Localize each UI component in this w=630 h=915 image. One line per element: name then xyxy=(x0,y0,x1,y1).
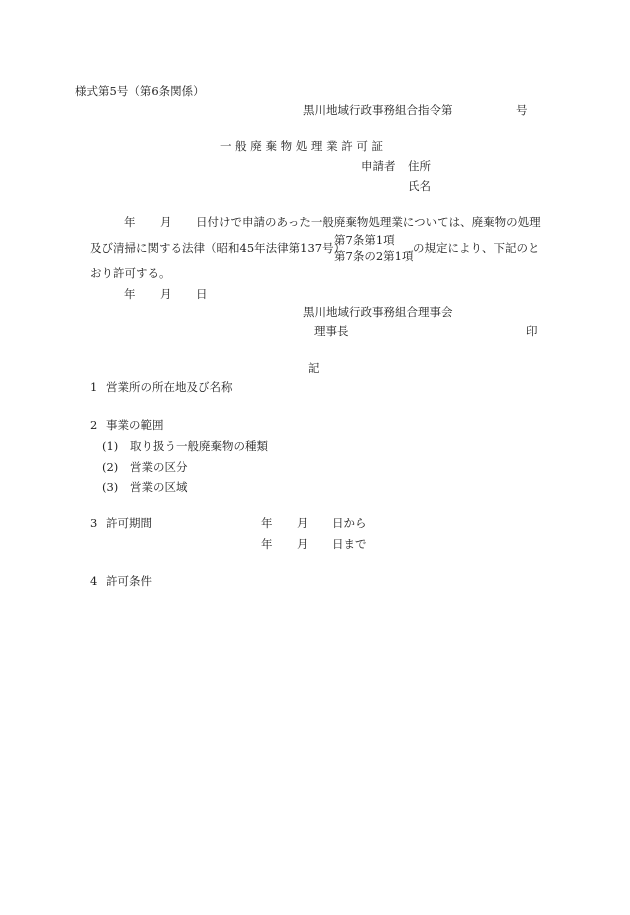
period-to-day: 日まで xyxy=(332,537,367,551)
applicant-name-label: 氏名 xyxy=(408,179,431,193)
seal-mark: 印 xyxy=(526,324,538,338)
item2-number: 2 xyxy=(90,418,98,432)
item2-label: 事業の範囲 xyxy=(106,418,164,432)
period-from-day: 日から xyxy=(332,516,367,530)
body-month: 月 xyxy=(160,215,172,229)
page-title: 一 般 廃 棄 物 処 理 業 許 可 証 xyxy=(220,139,384,153)
permit-number-suffix: 号 xyxy=(516,103,528,117)
period-from-month: 月 xyxy=(297,516,309,530)
body-line2-start: 及び清掃に関する法律（昭和45年法律第137号） xyxy=(90,241,346,255)
law-clause-a: 第7条第1項 xyxy=(334,233,395,247)
item3-label: 許可期間 xyxy=(106,516,152,530)
permit-number-prefix: 黒川地域行政事務組合指令第 xyxy=(303,103,453,117)
applicant-address-label: 住所 xyxy=(408,159,431,173)
body-line2-end: の規定により、下記のと xyxy=(413,241,540,255)
item2-sub1-number: (1) xyxy=(102,439,119,453)
issue-month: 月 xyxy=(160,287,172,301)
item4-number: 4 xyxy=(90,574,98,588)
ki-heading: 記 xyxy=(308,361,320,375)
issuer-org: 黒川地域行政事務組合理事会 xyxy=(303,305,453,319)
period-from-year: 年 xyxy=(261,516,273,530)
item2-sub3-number: (3) xyxy=(102,480,119,494)
issue-year: 年 xyxy=(124,287,136,301)
item3-number: 3 xyxy=(90,516,98,530)
issue-day: 日 xyxy=(196,287,208,301)
form-label: 様式第5号（第6条関係） xyxy=(75,84,205,98)
item2-sub2-number: (2) xyxy=(102,460,119,474)
item4-label: 許可条件 xyxy=(106,574,152,588)
item1-label: 営業所の所在地及び名称 xyxy=(106,380,233,394)
item2-sub2-label: 営業の区分 xyxy=(130,460,188,474)
item1-number: 1 xyxy=(90,380,98,394)
period-to-month: 月 xyxy=(297,537,309,551)
item2-sub3-label: 営業の区域 xyxy=(130,480,188,494)
item2-sub1-label: 取り扱う一般廃棄物の種類 xyxy=(130,439,268,453)
law-clause-b: 第7条の2第1項 xyxy=(334,249,414,263)
applicant-label: 申請者 xyxy=(361,159,396,173)
body-line3: おり許可する。 xyxy=(90,266,171,280)
issuer-title: 理事長 xyxy=(314,324,349,338)
body-line1: 日付けで申請のあった一般廃棄物処理業については、廃棄物の処理 xyxy=(196,215,541,229)
body-year: 年 xyxy=(124,215,136,229)
period-to-year: 年 xyxy=(261,537,273,551)
